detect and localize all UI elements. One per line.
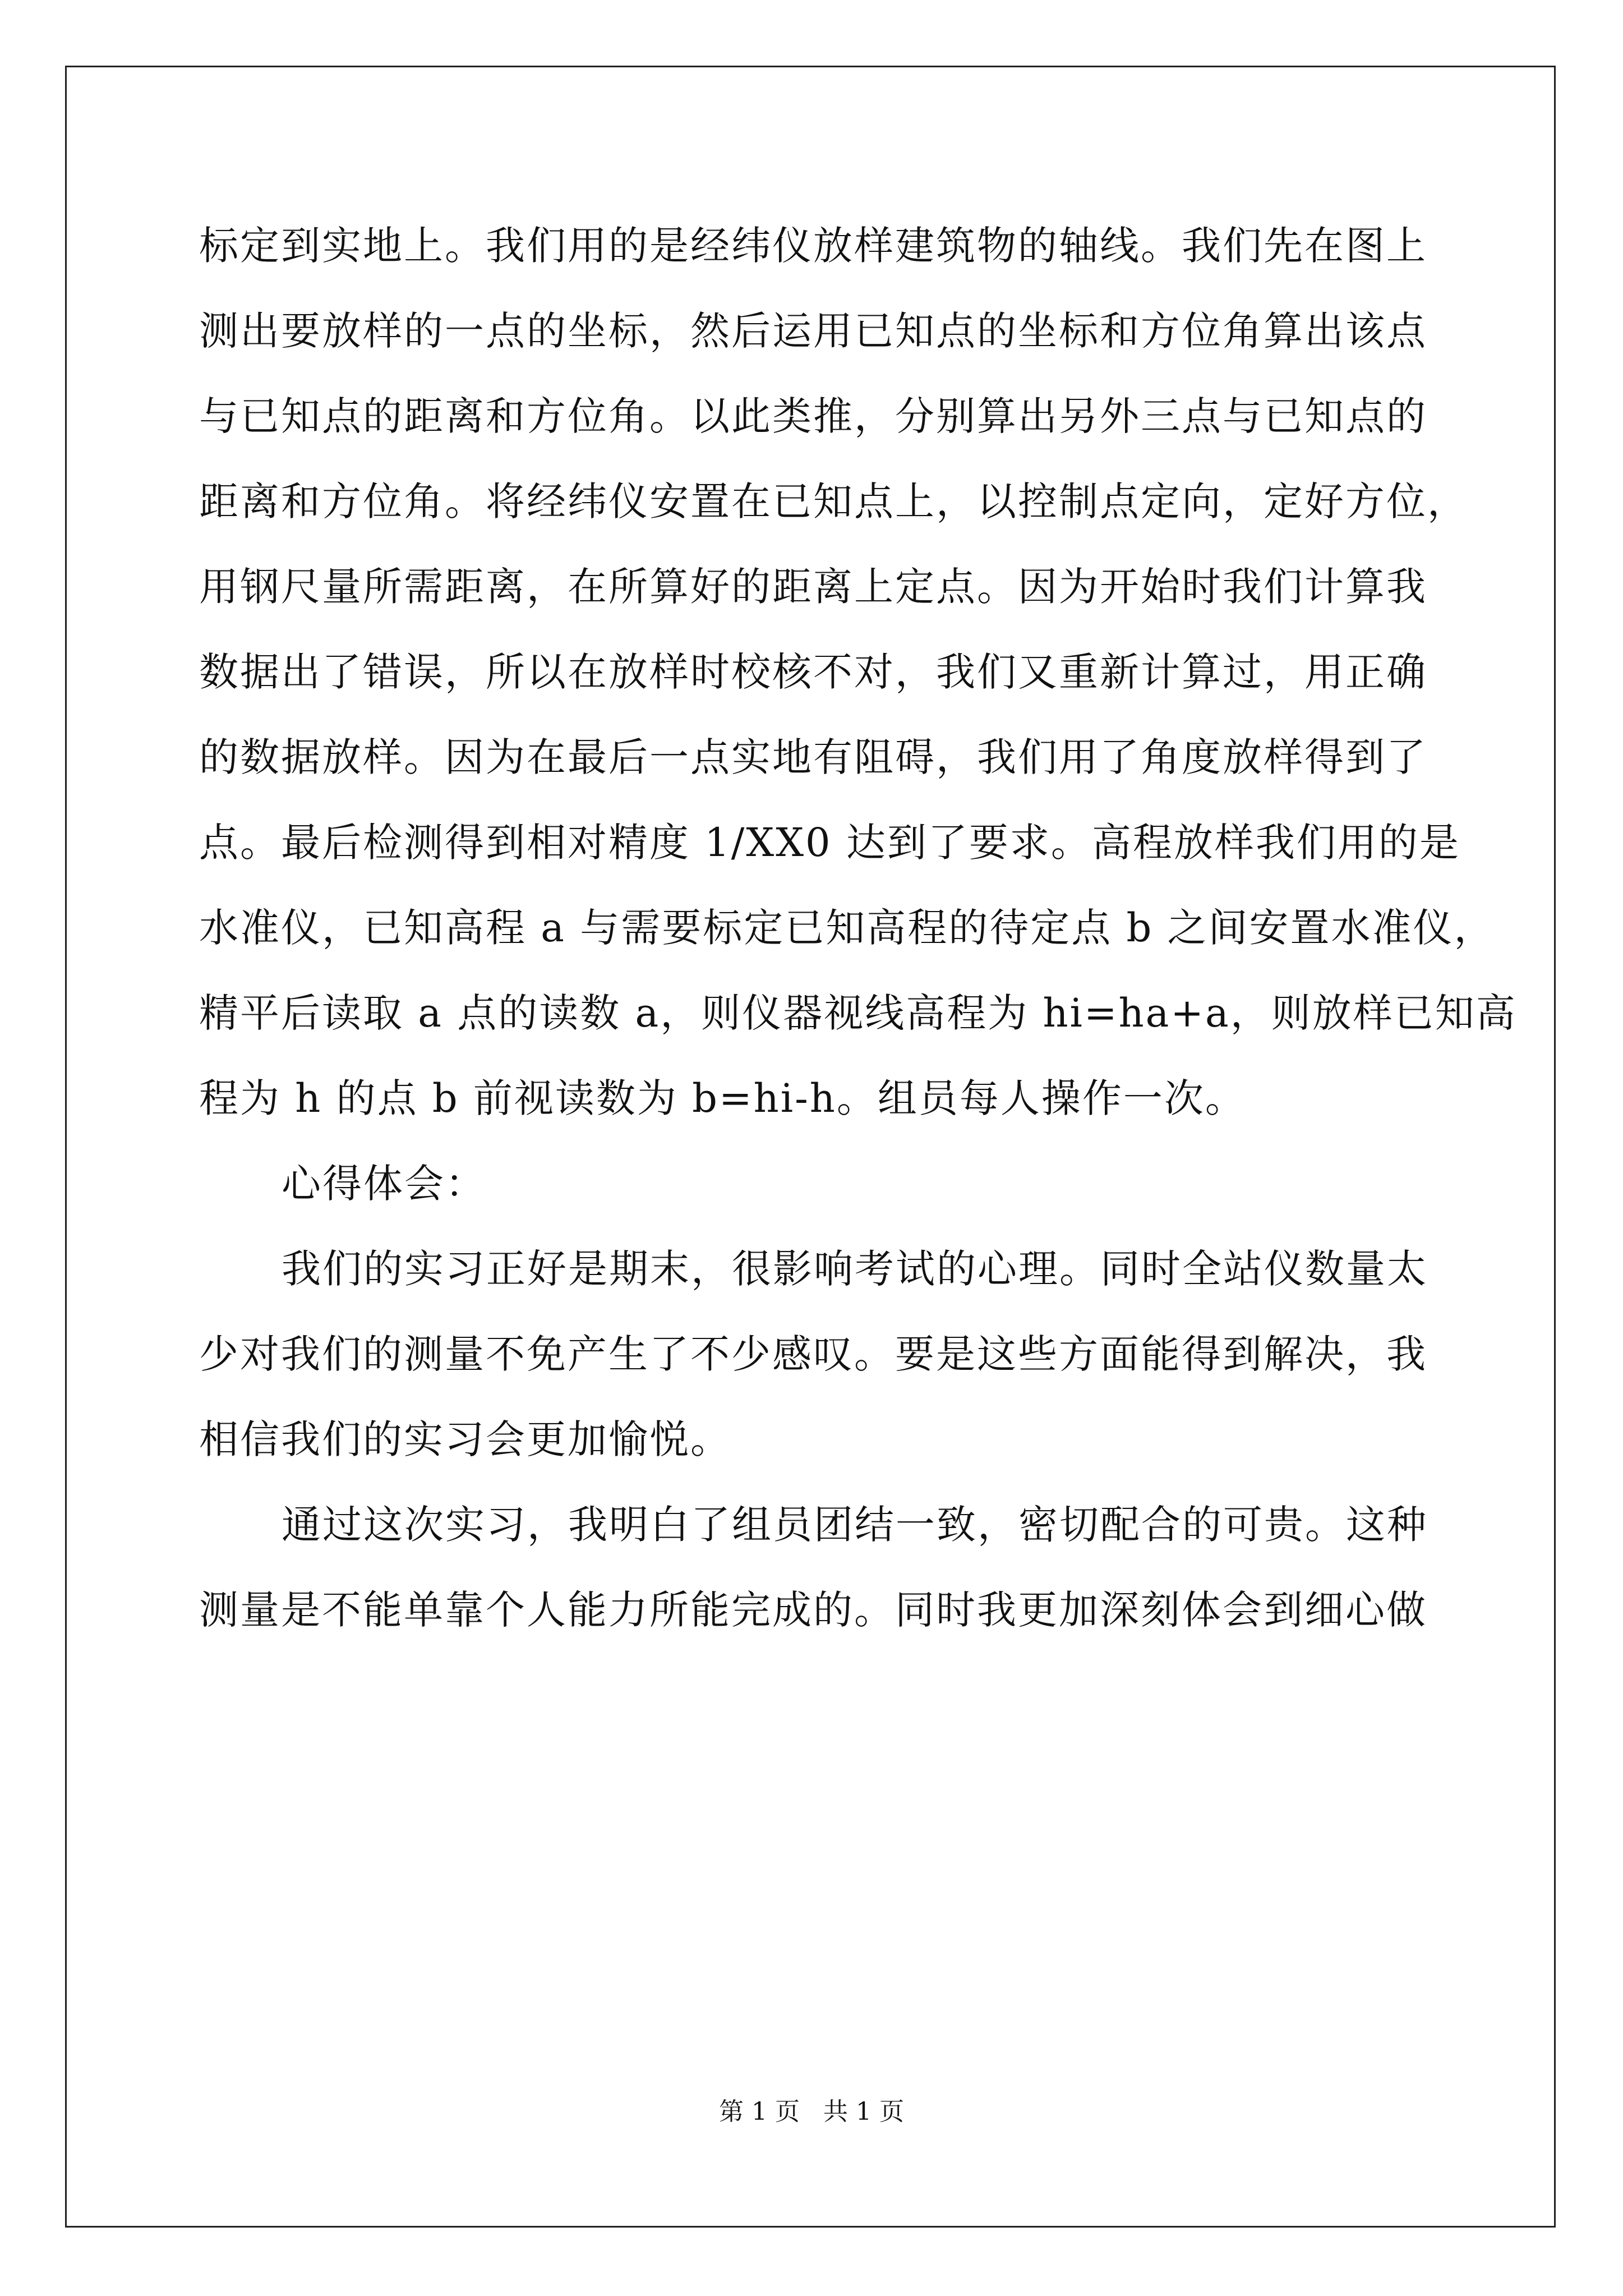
body-line: 少对我们的测量不免产生了不少感叹。要是这些方面能得到解决，我 <box>199 1331 1427 1377</box>
body-line: 测出要放样的一点的坐标，然后运用已知点的坐标和方位角算出该点 <box>199 308 1427 354</box>
body-line: 相信我们的实习会更加愉悦。 <box>199 1416 731 1462</box>
section-heading: 心得体会： <box>282 1161 486 1207</box>
body-line: 测量是不能单靠个人能力所能完成的。同时我更加深刻体会到细心做 <box>199 1587 1427 1633</box>
body-line: 用钢尺量所需距离，在所算好的距离上定点。因为开始时我们计算我 <box>199 564 1427 610</box>
body-line: 数据出了错误，所以在放样时校核不对，我们又重新计算过，用正确 <box>199 649 1427 695</box>
body-line: 与已知点的距离和方位角。以此类推，分别算出另外三点与已知点的 <box>199 393 1427 439</box>
body-line: 水准仪，已知高程 a 与需要标定已知高程的待定点 b 之间安置水准仪， <box>199 905 1495 951</box>
body-line: 距离和方位角。将经纬仪安置在已知点上，以控制点定向，定好方位， <box>199 478 1468 524</box>
body-line: 点。最后检测得到相对精度 1/XX0 达到了要求。高程放样我们用的是 <box>199 820 1460 866</box>
body-line: 我们的实习正好是期末，很影响考试的心理。同时全站仪数量太 <box>282 1246 1428 1292</box>
body-line: 的数据放样。因为在最后一点实地有阻碍，我们用了角度放样得到了 <box>199 734 1427 780</box>
page-number-footer: 第 1 页 共 1 页 <box>719 2097 904 2126</box>
body-line: 通过这次实习，我明白了组员团结一致，密切配合的可贵。这种 <box>282 1502 1428 1548</box>
body-line: 程为 h 的点 b 前视读数为 b=hi-h。组员每人操作一次。 <box>199 1075 1246 1121</box>
body-line: 标定到实地上。我们用的是经纬仪放样建筑物的轴线。我们先在图上 <box>199 223 1427 269</box>
body-line: 精平后读取 a 点的读数 a，则仪器视线高程为 hi=ha+a，则放样已知高 <box>199 990 1517 1036</box>
